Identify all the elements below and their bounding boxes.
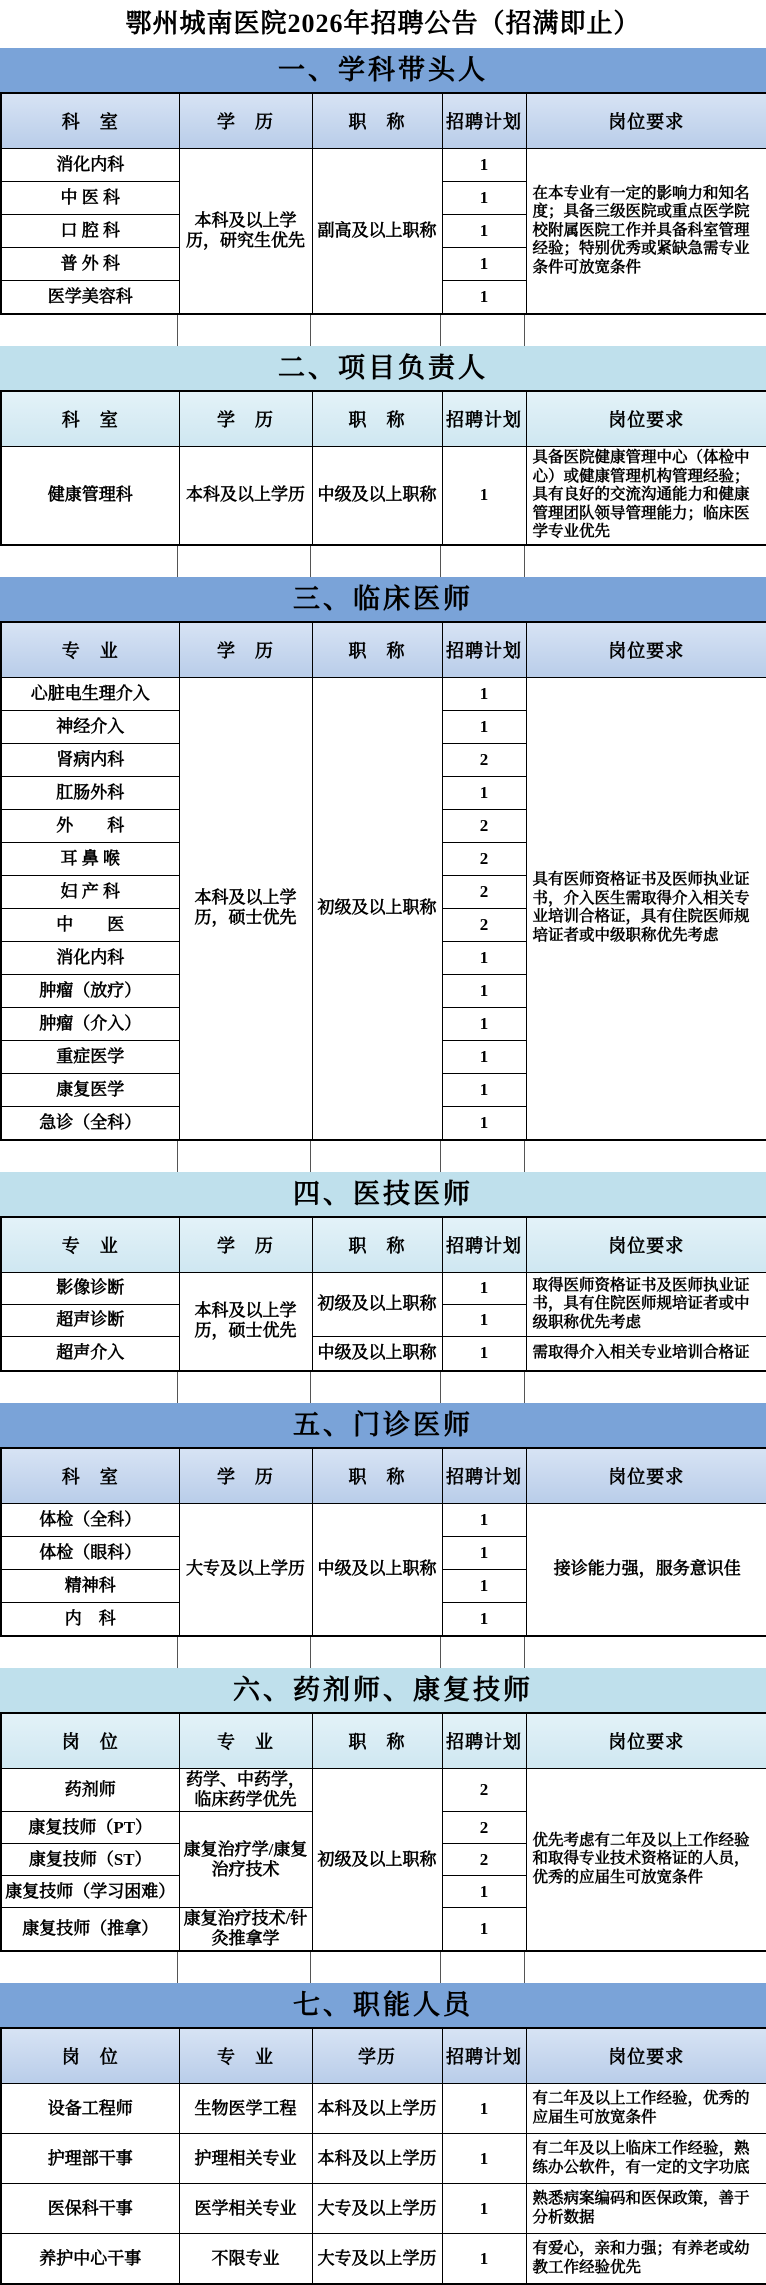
plan-count-cell: 1: [442, 1304, 526, 1336]
header-cell: 专 业: [179, 1713, 312, 1769]
column-grid-line: [310, 1141, 311, 1172]
header-cell: 职 称: [312, 622, 442, 678]
plan-count-cell: 1: [442, 2234, 526, 2285]
plan-count-cell: 1: [442, 1536, 526, 1569]
section-banner: 二、项目负责人: [0, 346, 766, 390]
header-cell: 岗 位: [1, 1713, 179, 1769]
table-row: [1, 2234, 766, 2285]
header-cell: 职 称: [312, 391, 442, 447]
section-table: [0, 1712, 766, 1952]
column-grid-line: [177, 1952, 178, 1983]
header-cell: 学 历: [179, 1448, 312, 1504]
table-row: [1, 1272, 766, 1304]
plan-count-cell: 1: [442, 1040, 526, 1073]
column-grid-line: [524, 1952, 525, 1983]
header-cell: 岗位要求: [526, 1217, 766, 1273]
header-cell: 岗位要求: [526, 1448, 766, 1504]
column-grid-line: [310, 546, 311, 577]
column-grid-line: [440, 546, 441, 577]
column-grid-line: [177, 546, 178, 577]
category-cell: 肿瘤（介入）: [1, 1007, 179, 1040]
category-cell: 护理部干事: [1, 2134, 179, 2184]
title-cell: 中级及以上职称: [312, 1336, 442, 1371]
plan-count-cell: 1: [442, 677, 526, 710]
plan-count-cell: 1: [442, 1602, 526, 1636]
table-spacer: [0, 315, 766, 346]
education-cell: 本科及以上学历，硕士优先: [179, 1272, 312, 1371]
category-cell: 内 科: [1, 1602, 179, 1636]
requirement-cell: 有二年及以上工作经验，优秀的应届生可放宽条件: [526, 2084, 766, 2134]
header-cell: 招聘计划: [442, 2028, 526, 2084]
column-grid-line: [524, 315, 525, 346]
header-cell: 专 业: [1, 622, 179, 678]
section-6: [0, 1668, 766, 1983]
table-spacer: [0, 1141, 766, 1172]
header-cell: 招聘计划: [442, 622, 526, 678]
column-grid-line: [524, 1141, 525, 1172]
table-spacer: [0, 1637, 766, 1668]
category-cell: 口 腔 科: [1, 215, 179, 248]
column-grid-line: [524, 1637, 525, 1668]
category-cell: 妇 产 科: [1, 875, 179, 908]
education-cell: 本科及以上学历: [179, 447, 312, 545]
plan-count-cell: 2: [442, 1844, 526, 1876]
education-cell: 康复治疗技术/针灸推拿学: [179, 1908, 312, 1952]
section-2: [0, 346, 766, 577]
title-cell: 中级及以上职称: [312, 1503, 442, 1636]
section-table: [0, 92, 766, 315]
requirement-cell: 优先考虑有二年及以上工作经验和取得专业技术资格证的人员，优秀的应届生可放宽条件: [526, 1768, 766, 1951]
header-row: [1, 1217, 766, 1273]
header-cell: 岗 位: [1, 2028, 179, 2084]
category-cell: 肿瘤（放疗）: [1, 974, 179, 1007]
category-cell: 医保科干事: [1, 2184, 179, 2234]
plan-count-cell: 1: [442, 776, 526, 809]
plan-count-cell: 1: [442, 248, 526, 281]
category-cell: 设备工程师: [1, 2084, 179, 2134]
title-cell: 初级及以上职称: [312, 1272, 442, 1336]
plan-count-cell: 1: [442, 710, 526, 743]
plan-count-cell: 2: [442, 1812, 526, 1844]
header-cell: 职 称: [312, 1217, 442, 1273]
category-cell: 药剂师: [1, 1768, 179, 1811]
category-cell: 神经介入: [1, 710, 179, 743]
education-cell: 生物医学工程: [179, 2084, 312, 2134]
education-cell: 本科及以上学历，研究生优先: [179, 149, 312, 315]
column-grid-line: [524, 1372, 525, 1403]
table-spacer: [0, 546, 766, 577]
requirement-cell: 取得医师资格证书及医师执业证书，具有住院医师规培证者或中级职称优先考虑: [526, 1272, 766, 1336]
header-cell: 岗位要求: [526, 391, 766, 447]
title-cell: 本科及以上学历: [312, 2084, 442, 2134]
plan-count-cell: 2: [442, 908, 526, 941]
plan-count-cell: 1: [442, 149, 526, 182]
column-grid-line: [310, 1952, 311, 1983]
education-cell: 护理相关专业: [179, 2134, 312, 2184]
title-cell: 副高及以上职称: [312, 149, 442, 315]
title-cell: 大专及以上学历: [312, 2184, 442, 2234]
title-cell: 本科及以上学历: [312, 2134, 442, 2184]
column-grid-line: [177, 1637, 178, 1668]
table-row: [1, 2084, 766, 2134]
section-banner: 六、药剂师、康复技师: [0, 1668, 766, 1712]
requirement-cell: 接诊能力强，服务意识佳: [526, 1503, 766, 1636]
plan-count-cell: 1: [442, 2134, 526, 2184]
category-cell: 医学美容科: [1, 281, 179, 315]
table-row: [1, 1503, 766, 1536]
column-grid-line: [177, 1141, 178, 1172]
header-row: [1, 1448, 766, 1504]
category-cell: 体检（眼科）: [1, 1536, 179, 1569]
header-cell: 岗位要求: [526, 2028, 766, 2084]
requirement-cell: 有爱心，亲和力强；有养老或幼教工作经验优先: [526, 2234, 766, 2285]
header-row: [1, 622, 766, 678]
table-row: [1, 447, 766, 545]
category-cell: 健康管理科: [1, 447, 179, 545]
header-row: [1, 1713, 766, 1769]
section-table: [0, 1447, 766, 1637]
category-cell: 中 医: [1, 908, 179, 941]
plan-count-cell: 1: [442, 1569, 526, 1602]
header-cell: 职 称: [312, 93, 442, 149]
category-cell: 外 科: [1, 809, 179, 842]
category-cell: 中 医 科: [1, 182, 179, 215]
category-cell: 康复技师（学习困难）: [1, 1876, 179, 1908]
education-cell: 大专及以上学历: [179, 1503, 312, 1636]
requirement-cell: 具有医师资格证书及医师执业证书，介入医生需取得介入相关专业培训合格证，具有住院医师规培证者或中级职称优先考虑: [526, 677, 766, 1140]
section-table: [0, 2027, 766, 2285]
header-row: [1, 391, 766, 447]
plan-count-cell: 1: [442, 447, 526, 545]
plan-count-cell: 2: [442, 1768, 526, 1811]
section-banner: 一、学科带头人: [0, 48, 766, 92]
section-table: [0, 621, 766, 1141]
requirement-cell: 熟悉病案编码和医保政策，善于分析数据: [526, 2184, 766, 2234]
plan-count-cell: 1: [442, 2184, 526, 2234]
header-cell: 职 称: [312, 1713, 442, 1769]
title-cell: 中级及以上职称: [312, 447, 442, 545]
category-cell: 心脏电生理介入: [1, 677, 179, 710]
header-cell: 岗位要求: [526, 93, 766, 149]
header-cell: 招聘计划: [442, 93, 526, 149]
section-banner: 四、医技医师: [0, 1172, 766, 1216]
section-3: [0, 577, 766, 1172]
category-cell: 肾病内科: [1, 743, 179, 776]
requirement-cell: 在本专业有一定的影响力和知名度；具备三级医院或重点医学院校附属医院工作并具备科室管理经验；特别优秀或紧缺急需专业条件可放宽条件: [526, 149, 766, 315]
column-grid-line: [524, 546, 525, 577]
title-cell: 大专及以上学历: [312, 2234, 442, 2285]
section-7: [0, 1983, 766, 2285]
category-cell: 超声诊断: [1, 1304, 179, 1336]
header-cell: 招聘计划: [442, 391, 526, 447]
header-cell: 学历: [312, 2028, 442, 2084]
header-row: [1, 2028, 766, 2084]
plan-count-cell: 1: [442, 1876, 526, 1908]
section-5: [0, 1403, 766, 1668]
header-cell: 岗位要求: [526, 1713, 766, 1769]
requirement-cell: 具备医院健康管理中心（体检中心）或健康管理机构管理经验；具有良好的交流沟通能力和健康管理团队领导管理能力；临床医学专业优先: [526, 447, 766, 545]
table-row: [1, 677, 766, 710]
title-cell: 初级及以上职称: [312, 1768, 442, 1951]
plan-count-cell: 1: [442, 974, 526, 1007]
header-cell: 学 历: [179, 622, 312, 678]
category-cell: 养护中心干事: [1, 2234, 179, 2285]
column-grid-line: [310, 1637, 311, 1668]
category-cell: 超声介入: [1, 1336, 179, 1371]
category-cell: 重症医学: [1, 1040, 179, 1073]
plan-count-cell: 1: [442, 215, 526, 248]
page-title: 鄂州城南医院2026年招聘公告（招满即止）: [125, 9, 641, 38]
table-row: [1, 1768, 766, 1811]
category-cell: 康复技师（PT）: [1, 1812, 179, 1844]
category-cell: 消化内科: [1, 941, 179, 974]
column-grid-line: [440, 1372, 441, 1403]
category-cell: 耳 鼻 喉: [1, 842, 179, 875]
section-1: [0, 48, 766, 346]
plan-count-cell: 2: [442, 842, 526, 875]
education-cell: 药学、中药学，临床药学优先: [179, 1768, 312, 1811]
header-cell: 学 历: [179, 1217, 312, 1273]
plan-count-cell: 1: [442, 2084, 526, 2134]
plan-count-cell: 2: [442, 875, 526, 908]
column-grid-line: [310, 1372, 311, 1403]
category-cell: 普 外 科: [1, 248, 179, 281]
header-cell: 招聘计划: [442, 1448, 526, 1504]
header-cell: 科 室: [1, 1448, 179, 1504]
column-grid-line: [440, 1141, 441, 1172]
plan-count-cell: 1: [442, 941, 526, 974]
plan-count-cell: 1: [442, 1908, 526, 1952]
header-row: [1, 93, 766, 149]
header-cell: 专 业: [179, 2028, 312, 2084]
header-cell: 招聘计划: [442, 1713, 526, 1769]
header-cell: 职 称: [312, 1448, 442, 1504]
header-cell: 学 历: [179, 93, 312, 149]
category-cell: 体检（全科）: [1, 1503, 179, 1536]
sections-container: [0, 48, 766, 2285]
section-banner: 五、门诊医师: [0, 1403, 766, 1447]
category-cell: 康复技师（推拿）: [1, 1908, 179, 1952]
category-cell: 肛肠外科: [1, 776, 179, 809]
plan-count-cell: 1: [442, 1503, 526, 1536]
section-4: [0, 1172, 766, 1403]
table-row: [1, 2134, 766, 2184]
column-grid-line: [440, 315, 441, 346]
category-cell: 急诊（全科）: [1, 1106, 179, 1140]
header-cell: 专 业: [1, 1217, 179, 1273]
plan-count-cell: 1: [442, 182, 526, 215]
plan-count-cell: 1: [442, 1272, 526, 1304]
section-banner: 三、临床医师: [0, 577, 766, 621]
plan-count-cell: 1: [442, 281, 526, 315]
plan-count-cell: 1: [442, 1336, 526, 1371]
title-cell: 初级及以上职称: [312, 677, 442, 1140]
section-banner: 七、职能人员: [0, 1983, 766, 2027]
table-row: [1, 2184, 766, 2234]
plan-count-cell: 2: [442, 743, 526, 776]
section-table: [0, 390, 766, 546]
plan-count-cell: 1: [442, 1073, 526, 1106]
header-cell: 科 室: [1, 93, 179, 149]
section-table: [0, 1216, 766, 1372]
education-cell: 本科及以上学历，硕士优先: [179, 677, 312, 1140]
requirement-cell: 需取得介入相关专业培训合格证: [526, 1336, 766, 1371]
table-row: [1, 149, 766, 182]
plan-count-cell: 2: [442, 809, 526, 842]
table-spacer: [0, 1372, 766, 1403]
column-grid-line: [177, 315, 178, 346]
plan-count-cell: 1: [442, 1106, 526, 1140]
column-grid-line: [440, 1637, 441, 1668]
column-grid-line: [440, 1952, 441, 1983]
education-cell: 医学相关专业: [179, 2184, 312, 2234]
plan-count-cell: 1: [442, 1007, 526, 1040]
header-cell: 招聘计划: [442, 1217, 526, 1273]
header-cell: 学 历: [179, 391, 312, 447]
table-spacer: [0, 1952, 766, 1983]
category-cell: 康复技师（ST）: [1, 1844, 179, 1876]
requirement-cell: 有二年及以上临床工作经验，熟练办公软件，有一定的文字功底: [526, 2134, 766, 2184]
category-cell: 影像诊断: [1, 1272, 179, 1304]
table-row: [1, 1336, 766, 1371]
header-cell: 岗位要求: [526, 622, 766, 678]
column-grid-line: [177, 1372, 178, 1403]
category-cell: 康复医学: [1, 1073, 179, 1106]
category-cell: 消化内科: [1, 149, 179, 182]
category-cell: 精神科: [1, 1569, 179, 1602]
education-cell: 不限专业: [179, 2234, 312, 2285]
education-cell: 康复治疗学/康复治疗技术: [179, 1812, 312, 1908]
header-cell: 科 室: [1, 391, 179, 447]
column-grid-line: [310, 315, 311, 346]
